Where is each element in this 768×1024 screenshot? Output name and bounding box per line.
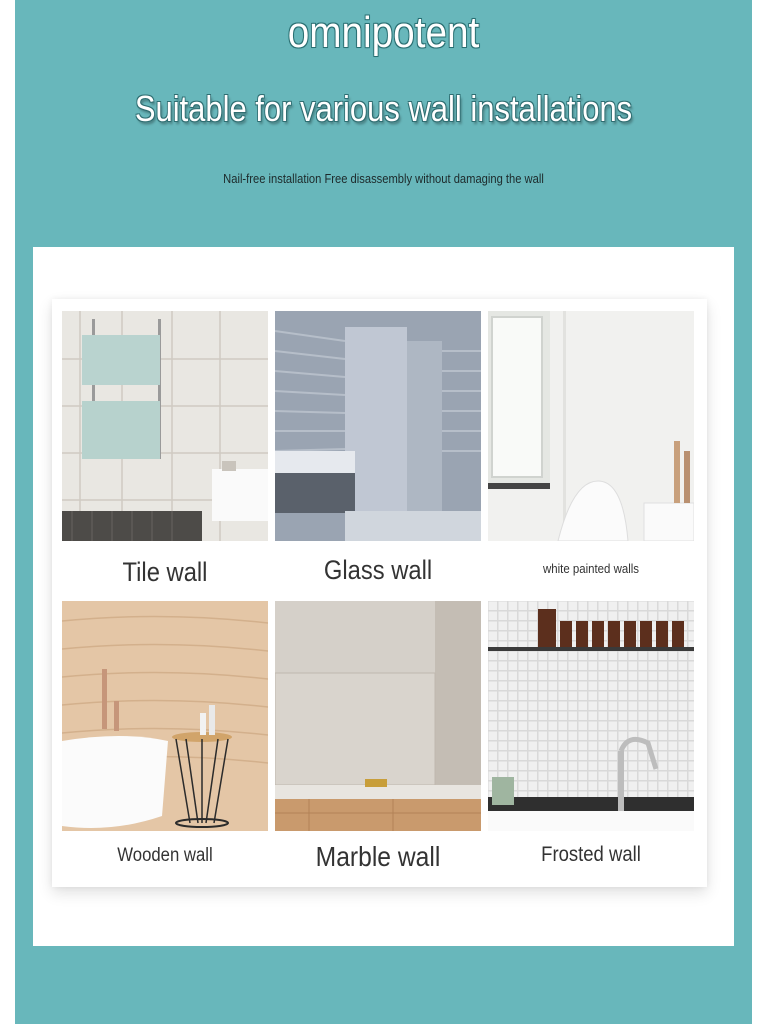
content-panel bbox=[33, 247, 734, 946]
label-white-painted-walls: white painted walls bbox=[542, 561, 640, 576]
frosted-wall-image bbox=[488, 601, 694, 831]
marble-wall-image bbox=[275, 601, 481, 831]
label-glass-wall: Glass wall bbox=[323, 555, 433, 585]
page-title: omnipotent bbox=[287, 8, 480, 57]
white-painted-wall-image bbox=[488, 311, 694, 541]
glass-wall-image bbox=[275, 311, 481, 541]
label-wooden-wall: Wooden wall bbox=[117, 845, 213, 866]
tile-wall-image bbox=[62, 311, 268, 541]
page-background bbox=[15, 0, 752, 1024]
wall-types-card bbox=[52, 299, 707, 887]
page-subtitle: Suitable for various wall installations bbox=[134, 88, 633, 129]
tagline: Nail-free installation Free disassembly without damaging the wall bbox=[223, 171, 544, 186]
label-tile-wall: Tile wall bbox=[122, 557, 208, 587]
wooden-wall-image bbox=[62, 601, 268, 831]
label-frosted-wall: Frosted wall bbox=[541, 843, 641, 866]
label-marble-wall: Marble wall bbox=[315, 841, 441, 872]
